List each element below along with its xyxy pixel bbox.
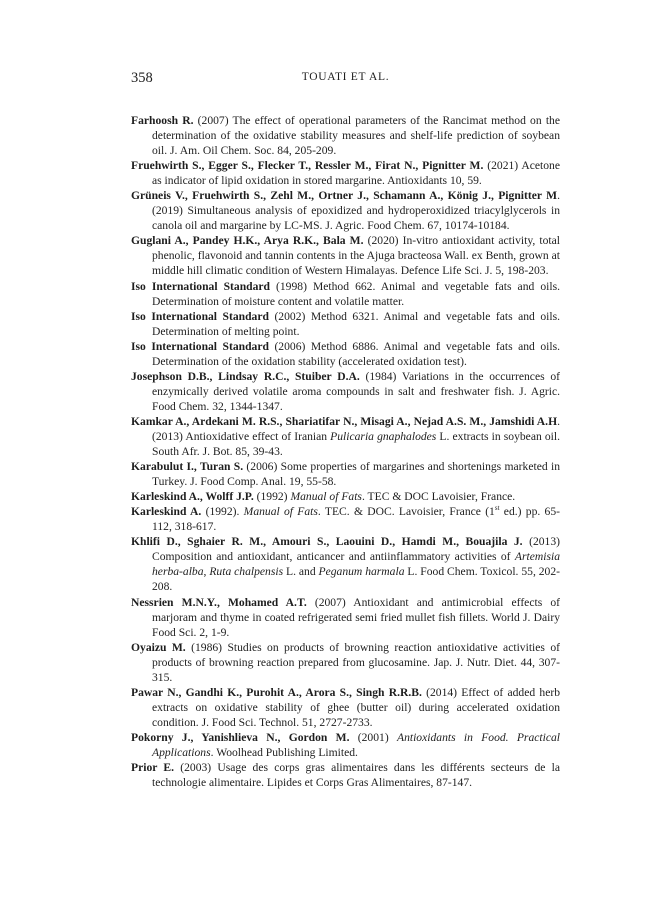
reference-authors: Nessrien M.N.Y., Mohamed A.T. bbox=[131, 595, 307, 609]
reference-entry bbox=[131, 158, 560, 188]
reference-entry bbox=[131, 188, 560, 233]
reference-text: (1992). bbox=[201, 505, 244, 519]
reference-text: . (2013) Antioxidative effect of Iranian bbox=[152, 414, 560, 443]
reference-text: (2020) In-vitro antioxidant activity, total phenolic, flavonoid and tannin contents in the Ajuga bracteosa Wall. ex Benth, grown at middle hill climatic condition of Western Himalayas. Defence Life Sci. J. 5, 198-203. bbox=[152, 234, 560, 278]
reference-text: (1986) Studies on products of browning reaction antioxidative activities of products of browning reaction prepared from glucosamine. Jap. J. Nutr. Diet. 44, 307-315. bbox=[152, 640, 560, 684]
reference-text: (2006) Method 6886. Animal and vegetable fats and oils. Determination of the oxidation stability (accelerated oxidation test). bbox=[152, 339, 560, 368]
reference-text: (2021) Acetone as indicator of lipid oxidation in stored margarine. Antioxidants 10, 59. bbox=[152, 159, 560, 188]
reference-entry bbox=[131, 760, 560, 790]
page-number: 358 bbox=[131, 70, 153, 86]
reference-entry bbox=[131, 595, 560, 640]
reference-authors: Grüneis V., Fruehwirth S., Zehl M., Ortner J., Schamann A., König J., Pignitter M bbox=[131, 189, 558, 203]
reference-entry bbox=[131, 414, 560, 459]
reference-entry bbox=[131, 489, 560, 504]
reference-authors: Josephson D.B., Lindsay R.C., Stuiber D.A. bbox=[131, 369, 360, 383]
reference-authors: Pokorny J., Yanishlieva N., Gordon M. bbox=[131, 730, 350, 744]
reference-entry bbox=[131, 279, 560, 309]
reference-entry bbox=[131, 640, 560, 685]
reference-list bbox=[131, 113, 560, 790]
reference-text: (1998) Method 662. Animal and vegetable fats and oils. Determination of moisture content and volatile matter. bbox=[152, 279, 560, 308]
reference-text: (1984) Variations in the occurrences of enzymically derived volatile aroma compounds in salt and freshwater fish. J. Agric. Food Chem. 32, 1344-1347. bbox=[152, 369, 560, 413]
reference-authors: Karabulut I., Turan S. bbox=[131, 460, 244, 474]
reference-species-name: Pulicaria gnaphalodes bbox=[330, 429, 437, 443]
reference-text: L. extracts in soybean oil. South Afr. J. Bot. 85, 39-43. bbox=[152, 429, 560, 459]
reference-text: L. Food Chem. Toxicol. 55, 202-208. bbox=[152, 565, 560, 594]
reference-authors: Khlifi D., Sghaier R. M., Amouri S., Laouini D., Hamdi M., Bouajila J. bbox=[131, 535, 523, 549]
reference-authors: Pawar N., Gandhi K., Purohit A., Arora S., Singh R.R.B. bbox=[131, 685, 422, 699]
reference-entry bbox=[131, 730, 560, 760]
reference-text: . (2019) Simultaneous analysis of epoxidized and hydroperoxidized triacylglycerols in canola oil and margarine by LC-MS. J. Agric. Food Chem. 67, 10174-10184. bbox=[152, 189, 560, 233]
reference-entry bbox=[131, 504, 560, 534]
reference-authors: Iso International Standard bbox=[131, 279, 270, 293]
reference-species-name: Artemisia herba-alba bbox=[152, 550, 560, 579]
reference-authors: Oyaizu M. bbox=[131, 640, 186, 654]
reference-authors: Karleskind A. bbox=[131, 505, 202, 519]
reference-entry bbox=[131, 339, 560, 369]
reference-text: (2013) Composition and antioxidant, anticancer and antiinflammatory activities of bbox=[152, 535, 560, 564]
reference-text: (2001) bbox=[349, 730, 397, 744]
reference-authors: Prior E. bbox=[131, 761, 175, 775]
reference-authors: Karleskind A., Wolff J.P. bbox=[131, 490, 254, 504]
reference-species-name: Peganum harmala bbox=[318, 565, 405, 579]
running-head: TOUATI ET AL. bbox=[301, 71, 390, 83]
reference-entry bbox=[131, 685, 560, 730]
reference-authors: Farhoosh R. bbox=[131, 114, 194, 127]
reference-entry bbox=[131, 534, 560, 594]
reference-authors: Iso International Standard bbox=[131, 339, 269, 353]
reference-text: (2003) Usage des corps gras alimentaires dans les différents secteurs de la technologie alimentaire. Lipides et Corps Gras Alimentaires, 87-147. bbox=[152, 761, 560, 790]
reference-text: L. and bbox=[283, 565, 319, 579]
reference-text: (2006) Some properties of margarines and shortenings marketed in Turkey. J. Food Comp. Anal. 19, 55-58. bbox=[152, 460, 560, 489]
reference-authors: Kamkar A., Ardekani M. R.S., Shariatifar N., Misagi A., Nejad A.S. M., Jamshidi A.H bbox=[131, 414, 558, 428]
reference-text: ed.) pp. 65-112, 318-617. bbox=[152, 505, 560, 534]
reference-book-title: Antioxidants in Food. Practical Applications bbox=[152, 730, 560, 759]
reference-text: (2014) Effect of added herb extracts on oxidative stability of ghee (butter oil) during accelerated oxidation condition. J. Food Sci. Technol. 51, 2727-2733. bbox=[152, 685, 560, 729]
reference-entry bbox=[131, 113, 560, 158]
reference-authors: Iso International Standard bbox=[131, 309, 269, 323]
reference-text: , bbox=[203, 565, 210, 579]
reference-entry bbox=[131, 233, 560, 278]
reference-text: . TEC & DOC Lavoisier, France. bbox=[361, 490, 516, 504]
edition-superscript: st bbox=[494, 504, 500, 513]
reference-entry bbox=[131, 369, 560, 414]
reference-book-title: Manual of Fats bbox=[243, 505, 318, 519]
reference-species-name: Ruta chalpensis bbox=[209, 565, 284, 579]
reference-text: (2007) The effect of operational parameters of the Rancimat method on the determination of the oxidative stability measures and shelf-life prediction of soybean oil. J. Am. Oil Chem. Soc. 84, 205-209. bbox=[152, 114, 560, 158]
reference-authors: Guglani A., Pandey H.K., Arya R.K., Bala M. bbox=[131, 234, 364, 248]
reference-authors: Fruehwirth S., Egger S., Flecker T., Ressler M., Firat N., Pignitter M. bbox=[131, 159, 484, 173]
reference-entry bbox=[131, 309, 560, 339]
page-header bbox=[131, 70, 560, 90]
reference-entry bbox=[131, 459, 560, 489]
reference-text: (2007) Antioxidant and antimicrobial effects of marjoram and thyme in coated refrigerated semi fried mullet fish fillets. World J. Dairy Food Sci. 2, 1-9. bbox=[152, 595, 560, 639]
reference-text: (2002) Method 6321. Animal and vegetable fats and oils. Determination of melting point. bbox=[152, 309, 560, 338]
reference-text: (1992) bbox=[253, 490, 291, 504]
reference-text: . TEC. & DOC. Lavoisier, France (1 bbox=[317, 505, 495, 519]
reference-book-title: Manual of Fats bbox=[290, 490, 362, 504]
reference-text: . Woolhead Publishing Limited. bbox=[210, 745, 358, 759]
